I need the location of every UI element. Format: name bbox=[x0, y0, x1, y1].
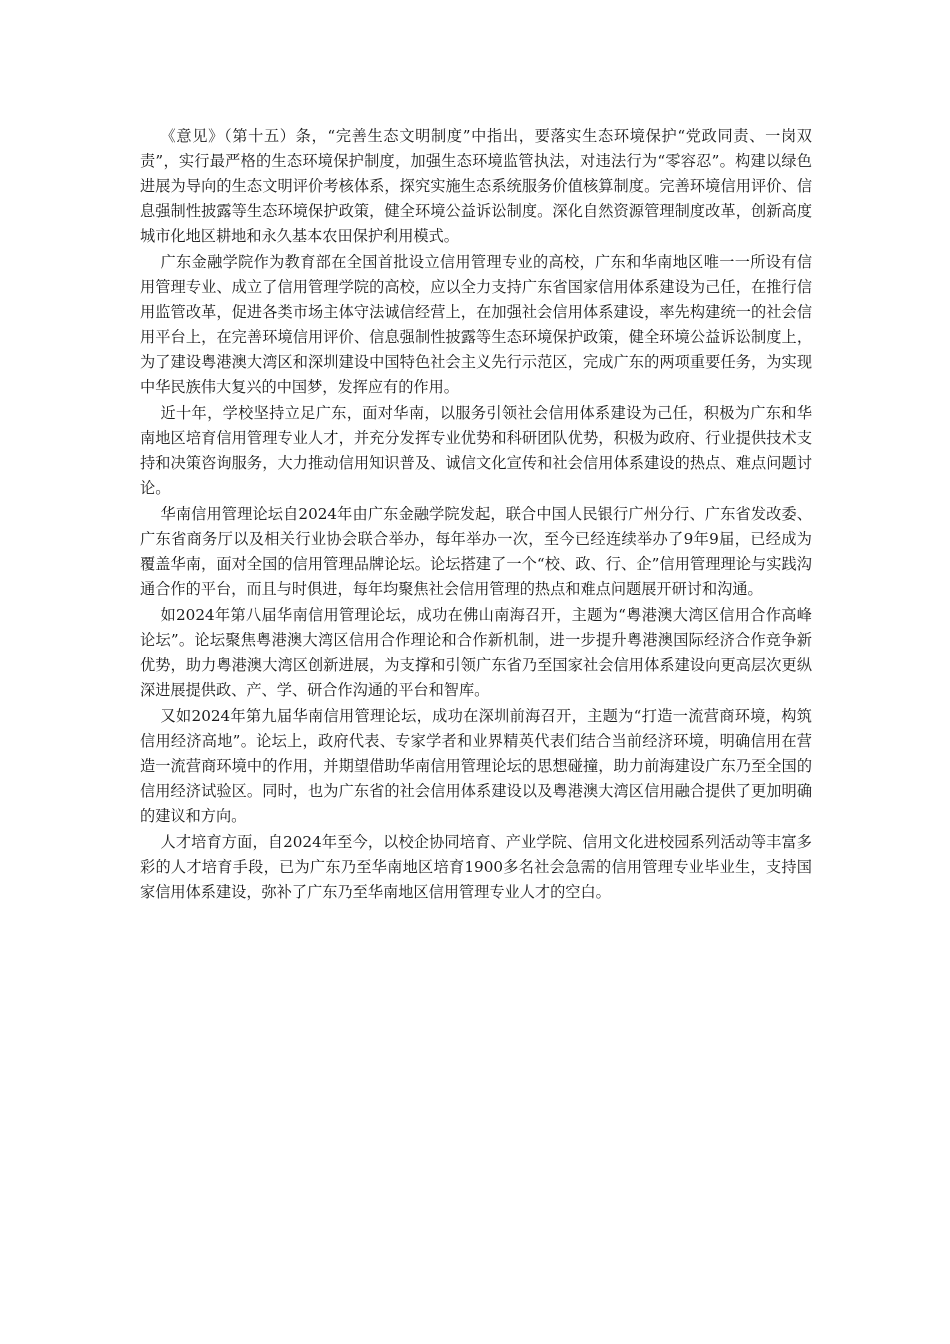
paragraph-talent-training: 人才培育方面，自2024年至今，以校企协同培育、产业学院、信用文化进校园系列活动等丰富多彩的人才培育手段，已为广东乃至华南地区培育1900多名社会急需的信用管理专业毕业生，支持国家信用体系建设，弥补了广东乃至华南地区信用管理专业人才的空白。 bbox=[140, 833, 812, 901]
paragraph-decade-service: 近十年，学校坚持立足广东，面对华南，以服务引领社会信用体系建设为己任，积极为广东和华南地区培育信用管理专业人才，并充分发挥专业优势和科研团队优势，积极为政府、行业提供技术支持和决策咨询服务，大力推动信用知识普及、诚信文化宣传和社会信用体系建设的热点、难点问题讨论。 bbox=[140, 404, 812, 497]
paragraph-gdufe-role: 广东金融学院作为教育部在全国首批设立信用管理专业的高校，广东和华南地区唯一一所设有信用管理专业、成立了信用管理学院的高校，应以全力支持广东省国家信用体系建设为己任，在推行信用监管改革，促进各类市场主体守法诚信经营上，在加强社会信用体系建设，率先构建统一的社会信用平台上，在完善环境信用评价、信息强制性披露等生态环境保护政策，健全环境公益诉讼制度上，为了建设粤港澳大湾区和深圳建设中国特色社会主义先行示范区，完成广东的两项重要任务，为实现中华民族伟大复兴的中国梦，发挥应有的作用。 bbox=[140, 253, 812, 396]
paragraph-forum-intro: 华南信用管理论坛自2024年由广东金融学院发起，联合中国人民银行广州分行、广东省发改委、广东省商务厅以及相关行业协会联合举办，每年举办一次，至今已经连续举办了9年9届，已经成为覆盖华南，面对全国的信用管理品牌论坛。论坛搭建了一个“校、政、行、企”信用管理理论与实践沟通合作的平台，而且与时俱进，每年均聚焦社会信用管理的热点和难点问题展开研讨和沟通。 bbox=[140, 505, 812, 598]
paragraph-eighth-forum: 如2024年第八届华南信用管理论坛，成功在佛山南海召开，主题为“粤港澳大湾区信用合作高峰论坛”。论坛聚焦粤港澳大湾区信用合作理论和合作新机制，进一步提升粤港澳国际经济合作竞争新优势，助力粤港澳大湾区创新进展，为支撑和引领广东省乃至国家社会信用体系建设向更高层次更纵深进展提供政、产、学、研合作沟通的平台和智库。 bbox=[140, 606, 812, 699]
paragraph-ninth-forum: 又如2024年第九届华南信用管理论坛，成功在深圳前海召开，主题为“打造一流营商环境，构筑信用经济高地”。论坛上，政府代表、专家学者和业界精英代表们结合当前经济环境，明确信用在营造一流营商环境中的作用，并期望借助华南信用管理论坛的思想碰撞，助力前海建设广东乃至全国的信用经济试验区。同时，也为广东省的社会信用体系建设以及粤港澳大湾区信用融合提供了更加明确的建议和方向。 bbox=[140, 707, 812, 825]
paragraph-opinion-ecology: 《意见》（第十五）条，“完善生态文明制度”中指出，要落实生态环境保护“党政同责、一岗双责”，实行最严格的生态环境保护制度，加强生态环境监管执法，对违法行为“零容忍”。构建以绿色进展为导向的生态文明评价考核体系，探究实施生态系统服务价值核算制度。完善环境信用评价、信息强制性披露等生态环境保护政策，健全环境公益诉讼制度。深化自然资源管理制度改革，创新高度城市化地区耕地和永久基本农田保护利用模式。 bbox=[140, 127, 812, 245]
document-body bbox=[140, 124, 812, 906]
